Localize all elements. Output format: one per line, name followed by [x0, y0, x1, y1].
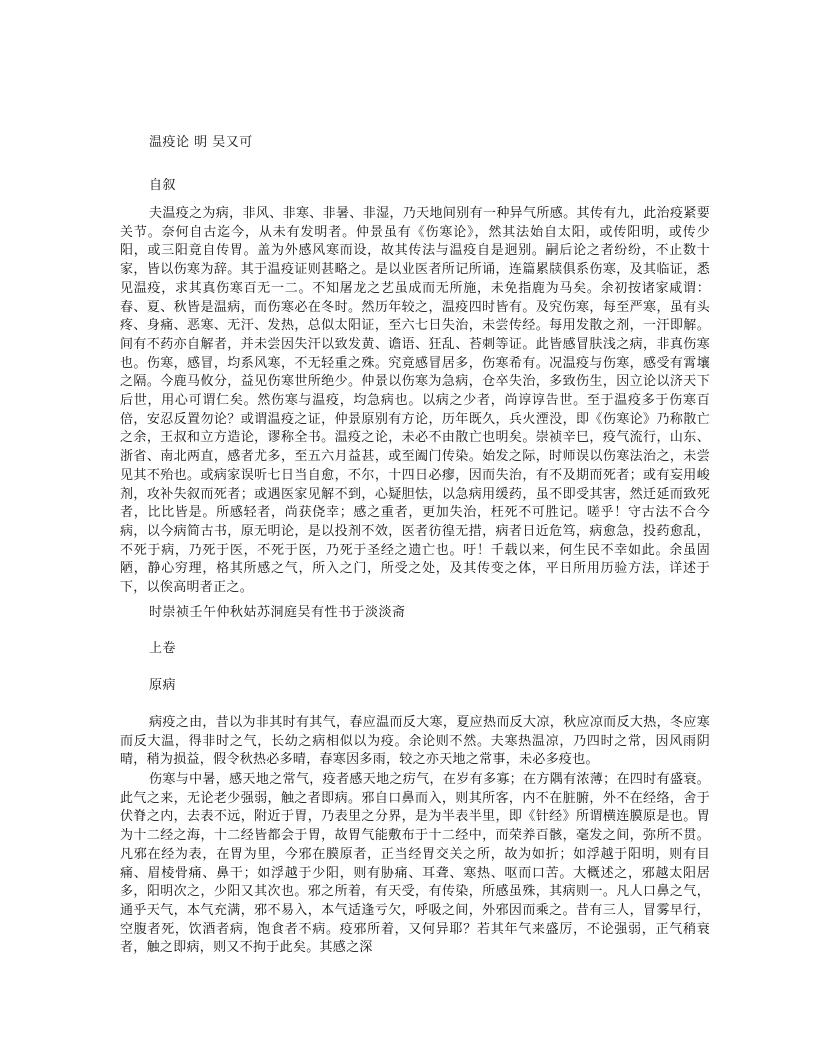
volume-heading: 上卷 [149, 641, 177, 656]
document-title: 温疫论 明 吴又可 [149, 135, 253, 150]
preface-paragraph: 夫温疫之为病，非风、非寒、非暑、非湿，乃天地间别有一种异气所感。其传有九，此治疫紧要关节。奈何自古迄今，从未有发明者。仲景虽有《伤寒论》，然其法始自太阳，或传阳明，或传少阳，或三阳竟自传胃。盖为外感风寒而设，故其传法与温疫自是迥别。嗣后论之者纷纷，不止数十家，皆以伤寒为辞。其于温疫证则甚略之。是以业医者所记所诵，连篇累牍俱系伤寒，及其临证，悉见温疫，求其真伤寒百无一二。不知屠龙之艺虽成而无所施，未免指鹿为马矣。余初按诸家咸谓：春、夏、秋皆是温病，而伤寒必在冬时。然历年较之，温疫四时皆有。及究伤寒，每至严寒，虽有头疼、身痛、恶寒、无汗、发热，总似太阳证，至六七日失治，未尝传经。每用发散之剂，一汗即解。间有不药亦自解者，并未尝因失汗以致发黄、谵语、狂乱、苔刺等证。此皆感冒肤浅之病，非真伤寒也。伤寒，感冒，均系风寒，不无轻重之殊。究竟感冒居多，伤寒希有。况温疫与伤寒，感受有霄壤之隔。今鹿马攸分，益见伤寒世所绝少。仲景以伤寒为急病，仓卒失治，多致伤生，因立论以济天下后世，用心可谓仁矣。然伤寒与温疫，均急病也。以病之少者，尚谆谆告世。至于温疫多于伤寒百倍，安忍反置勿论？或谓温疫之证，仲景原别有方论，历年既久，兵火湮没，即《伤寒论》乃称散亡之余，王叔和立方造论，谬称全书。温疫之论，未必不由散亡也明矣。崇祯辛巳，疫气流行，山东、浙省、南北两直，感者尤多，至五六月益甚，或至阖门传染。始发之际，时师误以伤寒法治之，未尝见其不殆也。或病家误听七日当自愈，不尔，十四日必瘳，因而失治，有不及期而死者；或有妄用峻剂，攻补失叙而死者；或遇医家见解不到，心疑胆怯，以急病用缓药，虽不即受其害，然迁延而致死者，比比皆是。所感轻者，尚获侥幸；感之重者，更加失治，枉死不可胜记。嗟乎！守古法不合今病，以今病简古书，原无明论，是以投剂不效，医者彷徨无措，病者日近危笃，病愈急，投药愈乱，不死于病，乃死于医，不死于医，乃死于圣经之遗亡也。吁！千载以来，何生民不幸如此。余虽固陋，静心穷理，格其所感之气，所入之门，所受之处，及其传变之体，平日所用历验方法，详述于下，以俟高明者正之。 [120, 206, 710, 596]
section-heading: 原病 [149, 678, 177, 693]
preface-heading: 自叙 [149, 178, 177, 193]
origin-paragraph-2: 伤寒与中暑，感天地之常气，疫者感天地之疠气，在岁有多寡；在方隅有浓薄；在四时有盛衰。此气之来，无论老少强弱，触之者即病。邪自口鼻而入，则其所客，内不在脏腑，外不在经络，舍于伏脊之内，去表不远，附近于胃，乃表里之分界，是为半表半里，即《针经》所谓横连膜原是也。胃为十二经之海，十二经皆都会于胃，故胃气能敷布于十二经中，而荣养百骸，毫发之间，弥所不贯。凡邪在经为表，在胃为里，今邪在膜原者，正当经胃交关之所，故为如折；如浮越于阳明，则有目痛、眉棱骨痛、鼻干；如浮越于少阳，则有胁痛、耳聋、寒热、呕而口苦。大概述之，邪越太阳居多，阳明次之，少阳又其次也。邪之所着，有天受，有传染，所感虽殊，其病则一。凡人口鼻之气，通乎天气，本气充满，邪不易入，本气适逢亏欠，呼吸之间，外邪因而乘之。昔有三人，冒雾早行，空腹者死，饮酒者病，饱食者不病。疫邪所着，又何异耶？若其年气来盛厉，不论强弱，正气稍衰者，触之即病，则又不拘于此矣。其感之深 [120, 772, 710, 956]
date-line: 时崇祯壬午仲秋姑苏洞庭吴有性书于淡淡斋 [149, 605, 406, 620]
origin-paragraph-1: 病疫之由，昔以为非其时有其气，春应温而反大寒，夏应热而反大凉，秋应凉而反大热，冬应寒而反大温，得非时之气，长幼之病相似以为疫。余论则不然。夫寒热温凉，乃四时之常，因风雨阴晴，稍为损益，假令秋热必多晴，春寒因多雨，较之亦天地之常事，未必多疫也。 [120, 715, 710, 768]
